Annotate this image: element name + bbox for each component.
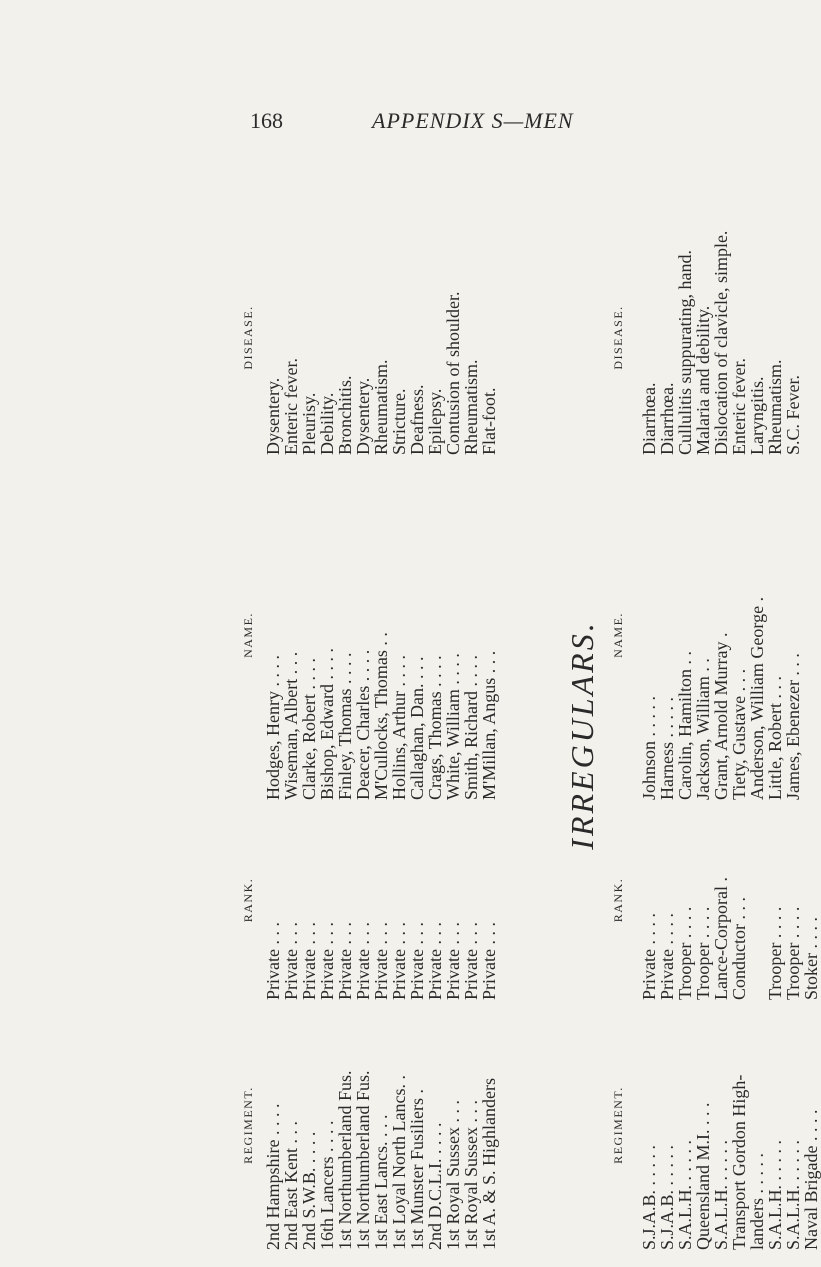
- table-row: Private . . .: [425, 922, 445, 1000]
- table-row: Contusion of shoulder.: [443, 291, 463, 455]
- rank-column: [232, 800, 498, 1000]
- table-row: Private . . . .: [657, 913, 677, 1000]
- table-row: [748, 800, 766, 1000]
- table-row: Deafness.: [407, 384, 427, 455]
- table-row: Queensland M.I. . . .: [693, 1102, 713, 1250]
- running-head: APPENDIX S—MEN: [372, 108, 574, 133]
- disease-column: [232, 220, 498, 455]
- table-row: Private . . .: [299, 922, 319, 1000]
- table-row: S.A.L.H. . . . . .: [765, 1139, 785, 1250]
- table-row: 2nd D.C.L.I. . . . .: [425, 1122, 445, 1250]
- table-row: 2nd East Kent . . .: [281, 1121, 301, 1250]
- table-row: Private . . .: [353, 922, 373, 1000]
- table-row: Rheumatism.: [371, 359, 391, 455]
- table-row: Hollins, Arthur . . . .: [389, 654, 409, 800]
- table-row: Hodges, Henry . . . .: [263, 655, 283, 800]
- table-row: Epilepsy.: [425, 388, 445, 455]
- table-row: S.A.L.H. . . . . .: [675, 1139, 695, 1250]
- table-row: Cullulitis suppurating, hand.: [675, 250, 695, 455]
- table-row: Finley, Thomas . . . .: [335, 652, 355, 800]
- table-row: Private . . .: [461, 922, 481, 1000]
- table-row: Private . . .: [335, 922, 355, 1000]
- table-row: Private . . . .: [639, 913, 659, 1000]
- table-row: 1st Loyal North Lancs. .: [389, 1075, 409, 1250]
- disease-list: [264, 220, 498, 455]
- table-row: Private . . .: [389, 922, 409, 1000]
- table-row: S.A.L.H. . . . . .: [783, 1139, 803, 1250]
- table-row: Enteric fever.: [281, 358, 301, 455]
- table-row: Trooper . . . .: [693, 906, 713, 1000]
- table-row: Conductor . . .: [729, 897, 749, 1000]
- table-row: Smith, Richard . . . .: [461, 655, 481, 800]
- table-row: Dislocation of clavicle, simple.: [711, 230, 731, 455]
- rank-column: [602, 800, 820, 1000]
- table-row: Carolin, Hamilton . .: [675, 651, 695, 800]
- table-row: M'Millan, Angus . . .: [479, 650, 499, 800]
- disease-header: DISEASE.: [241, 305, 255, 370]
- table-row: Bronchitis.: [335, 375, 355, 455]
- table-row: 1st Northumberland Fus.: [353, 1070, 373, 1250]
- table-row: 1st Royal Sussex . . .: [461, 1099, 481, 1250]
- table-row: Diarrhœa.: [639, 382, 659, 455]
- name-header: NAME.: [611, 612, 625, 658]
- disease-list: [640, 220, 802, 455]
- table-row: Malaria and debility.: [693, 305, 713, 455]
- table-row: Laryngitis.: [747, 376, 767, 455]
- disease-header: DISEASE.: [611, 305, 625, 370]
- table-row: 16th Lancers . . . .: [317, 1120, 337, 1250]
- rank-header: RANK.: [611, 877, 625, 923]
- regiment-list: [264, 1000, 498, 1250]
- regiment-column: [232, 1000, 498, 1250]
- table-row: Deacer, Charles . . . .: [353, 649, 373, 800]
- table-row: 2nd Hampshire . . . .: [263, 1103, 283, 1250]
- name-header: NAME.: [241, 612, 255, 658]
- table-row: S.J.A.B. . . . . .: [657, 1144, 677, 1250]
- table-row: 1st A. & S. Highlanders: [479, 1077, 499, 1250]
- irregulars-title: IRREGULARS.: [564, 620, 600, 850]
- table-row: James, Ebenezer . . .: [783, 653, 803, 800]
- table-row: 1st East Lancs. . . .: [371, 1114, 391, 1250]
- table-row: Dysentery.: [353, 377, 373, 455]
- rotated-table-block: [232, 220, 821, 1250]
- table-row: M'Cullocks, Thomas . .: [371, 632, 391, 800]
- regiment-header: REGIMENT.: [611, 1086, 625, 1164]
- table-row: Trooper . . . .: [765, 906, 785, 1000]
- table-row: 2nd S.W.B. . . . .: [299, 1131, 319, 1250]
- regiment-header: REGIMENT.: [241, 1086, 255, 1164]
- table-row: White, William . . . .: [443, 653, 463, 800]
- table-row: Private . . .: [371, 922, 391, 1000]
- table-row: S.A.L.H. . . . . .: [711, 1139, 731, 1250]
- disease-column: [602, 220, 802, 455]
- table-row: Stricture.: [389, 388, 409, 455]
- name-list: [264, 470, 498, 800]
- table-row: Flat-foot.: [479, 387, 499, 455]
- table-row: Rheumatism.: [461, 359, 481, 455]
- table-row: Anderson, William George .: [747, 596, 767, 800]
- table-row: Transport Gordon High-: [729, 1074, 749, 1250]
- table-row: Clarke, Robert . . . .: [299, 658, 319, 800]
- table-row: landers . . . . .: [747, 1153, 767, 1250]
- table-row: 1st Northumberland Fus.: [335, 1070, 355, 1250]
- name-list: [640, 470, 802, 800]
- table-row: Private . . .: [317, 922, 337, 1000]
- table-row: Naval Brigade . . . .: [801, 1109, 821, 1250]
- table-row: Jackson, William . .: [693, 658, 713, 800]
- table-row: Diarrhœa.: [657, 382, 677, 455]
- table-row: Rheumatism.: [765, 359, 785, 455]
- table-row: Private . . .: [443, 922, 463, 1000]
- rank-header: RANK.: [241, 877, 255, 923]
- table-row: S.C. Fever.: [783, 374, 803, 455]
- table-row: Stoker . . . .: [801, 917, 821, 1000]
- page-number: 168: [250, 108, 283, 133]
- table-row: Tiety, Gustave . . .: [729, 668, 749, 800]
- table-row: Grant, Arnold Murray .: [711, 632, 731, 800]
- table-row: Johnson . . . . .: [639, 695, 659, 800]
- table-row: Harness . . . . .: [657, 697, 677, 800]
- table-row: Private . . .: [281, 922, 301, 1000]
- table-row: Callaghan, Dan. . . .: [407, 656, 427, 800]
- table-row: Wiseman, Albert . . .: [281, 651, 301, 800]
- name-column: [232, 470, 498, 800]
- name-column: [602, 470, 802, 800]
- table-row: Lance-Corporal .: [711, 877, 731, 1000]
- rank-list: [640, 800, 820, 1000]
- rank-list: [264, 800, 498, 1000]
- table-row: Dysentery.: [263, 377, 283, 455]
- table-row: Little, Robert . . .: [765, 676, 785, 800]
- table-row: Bishop, Edward . . . .: [317, 648, 337, 800]
- table-row: S.J.A.B. . . . . .: [639, 1144, 659, 1250]
- table-row: Enteric fever.: [729, 358, 749, 455]
- table-row: 1st Munster Fusiliers .: [407, 1088, 427, 1250]
- table-row: Trooper . . . .: [675, 906, 695, 1000]
- regiment-list: [640, 1000, 820, 1250]
- table-row: Private . . .: [263, 922, 283, 1000]
- table-row: Private . . .: [407, 922, 427, 1000]
- table-row: Crags, Thomas . . . .: [425, 655, 445, 800]
- regiment-column: [602, 1000, 820, 1250]
- table-row: Trooper . . . .: [783, 906, 803, 1000]
- table-row: Private . . .: [479, 922, 499, 1000]
- table-row: Debility.: [317, 392, 337, 455]
- table-row: Pleurisy.: [299, 392, 319, 455]
- table-row: 1st Royal Sussex . . .: [443, 1099, 463, 1250]
